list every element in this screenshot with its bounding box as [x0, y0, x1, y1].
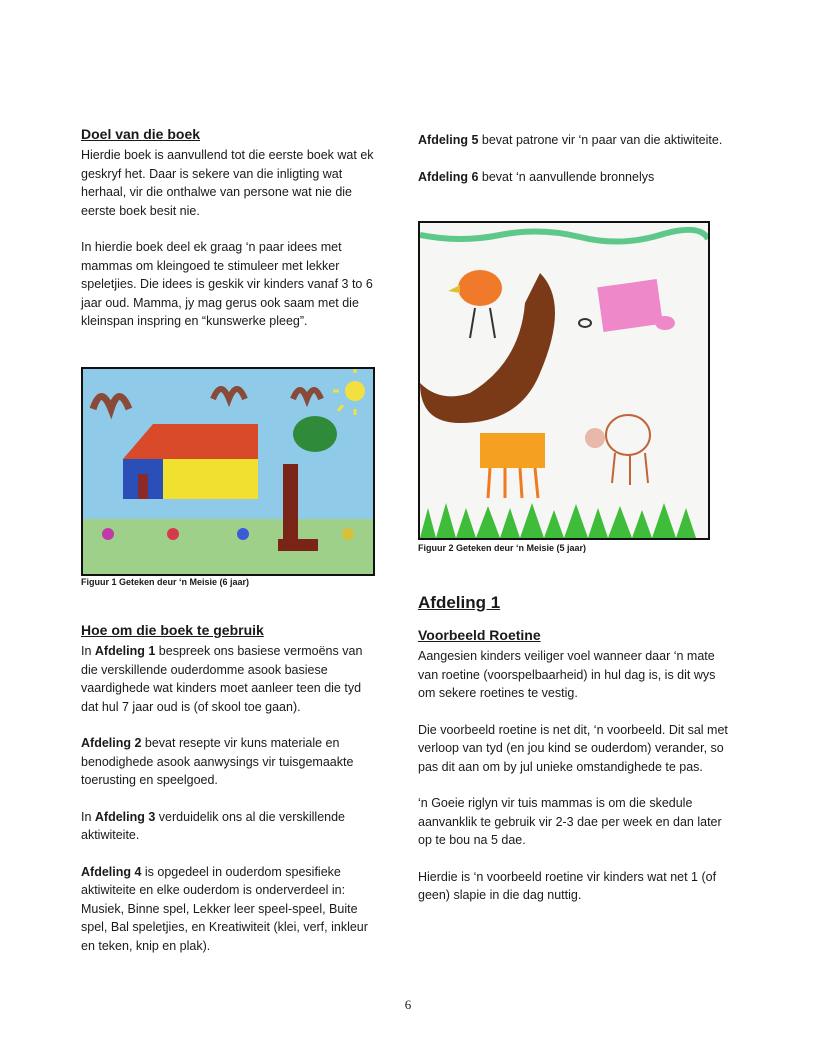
page-number: 6: [404, 997, 412, 1012]
hoe-paragraph-1: In Afdeling 1 bespreek ons basiese vermoëns van die verskillende ouderdomme asook basiese vaardighede wat kinders moet aanleer teen die tyd dat hul 7 jaar oud is (of skool toe gaan).: [81, 644, 363, 714]
afdeling-1-heading: Afdeling 1: [418, 593, 501, 612]
doel-heading: Doel van die boek: [81, 126, 201, 142]
roetine-paragraph-1: Aangesien kinders veiliger voel wanneer daar ‘n mate van roetine (voorspelbaarheid) in hul dag is, is dit wys om sekere roetines te vestig.: [418, 649, 716, 700]
section-afdeling-5-6: [418, 131, 730, 186]
roetine-paragraph-2: Die voorbeeld roetine is net dit, ‘n voorbeeld. Dit sal met verloop van tyd (en jou kind se ouderdom) verander, so pas dit aan om by jul unieke omstandighede te pas.: [418, 722, 728, 774]
doel-paragraph-1: Hierdie boek is aanvullend tot die eerste boek wat ek geskryf het. Daar is sekere van die inligting wat herhaal, vir die onthalwe van persone wat nie die eerste boek besit nie.: [81, 148, 374, 218]
section-hoe: [81, 622, 381, 955]
figure-2-drawing: [418, 221, 710, 540]
figure-2-caption: Figuur 2 Geteken deur ‘n Meisie (5 jaar): [418, 543, 587, 553]
section-doel: [81, 126, 381, 331]
section-afdeling-1: [418, 593, 730, 905]
hoe-paragraph-4: Afdeling 4 is opgedeel in ouderdom spesifieke aktiwiteite en elke ouderdom is onderverdeel in: Musiek, Binne spel, Lekker leer speel-speel, Buite spel, Bal speletjies, en Kreatiwiteit (klei, verf, inkleur en teken, knip en plak).: [81, 864, 368, 953]
roetine-heading: Voorbeeld Roetine: [418, 627, 541, 643]
afdeling-6-paragraph: Afdeling 6 bevat ‘n aanvullende bronnelys: [418, 169, 655, 184]
figure-1-caption: Figuur 1 Geteken deur ‘n Meisie (6 jaar): [81, 577, 250, 587]
figure-1-drawing: [81, 367, 375, 576]
afdeling-5-paragraph: Afdeling 5 bevat patrone vir ‘n paar van die aktiwiteite.: [418, 133, 723, 147]
roetine-paragraph-3: ‘n Goeie riglyn vir tuis mammas is om die skedule aanvanklik te gebruik vir 2-3 dae per week en dan later op te bou na 5 dae.: [418, 796, 722, 847]
hoe-paragraph-2: Afdeling 2 bevat resepte vir kuns materiale en benodighede asook aanwysings vir tuisgemaakte toerusting en speelgoed.: [81, 736, 354, 787]
roetine-paragraph-4: Hierdie is ‘n voorbeeld roetine vir kinders wat net 1 (of geen) slapie in die dag nuttig.: [418, 869, 717, 902]
hoe-paragraph-3: In Afdeling 3 verduidelik ons al die verskillende aktiwiteite.: [81, 809, 346, 842]
hoe-heading: Hoe om die boek te gebruik: [81, 622, 264, 638]
doel-paragraph-2: In hierdie boek deel ek graag ‘n paar idees met mammas om kleingoed te stimuleer met lekker speletjies. Die idees is geskik vir kinders vanaf 3 to 6 jaar oud. Mamma, jy mag gerus ook saam met die kleinspan inspring en “kunswerke pleeg”.: [81, 240, 373, 328]
